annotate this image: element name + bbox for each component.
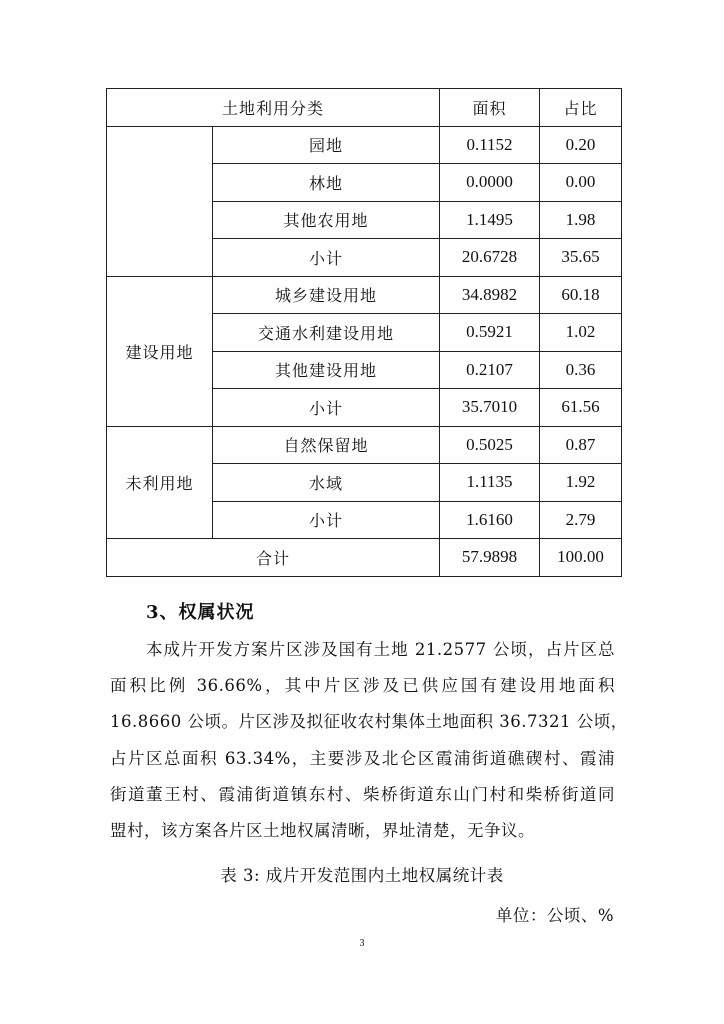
row-ratio: 0.20 xyxy=(540,126,622,164)
row-ratio: 35.65 xyxy=(540,239,622,277)
group-cell-construction: 建设用地 xyxy=(107,276,213,426)
table-header-row xyxy=(107,89,622,127)
table-row xyxy=(107,126,622,164)
ownership-paragraph xyxy=(110,632,628,849)
group-cell-agri xyxy=(107,126,213,276)
paragraph-line: 面积比例 36.66%，其中片区涉及已供应国有建设用地面积 xyxy=(110,676,615,696)
table-row xyxy=(107,426,622,464)
group-cell-unused: 未利用地 xyxy=(107,426,213,539)
paragraph-line: 本成片开发方案片区涉及国有土地 21.2577 公顷，占片区总 xyxy=(146,640,615,659)
header-ratio: 占比 xyxy=(540,89,622,127)
section-heading: 3、权属状况 xyxy=(146,602,255,623)
unit-label: 单位：公顷、% xyxy=(495,906,614,925)
row-ratio: 61.56 xyxy=(540,389,622,427)
total-ratio: 100.00 xyxy=(540,539,622,577)
row-ratio: 1.98 xyxy=(540,201,622,239)
page-number: 3 xyxy=(359,938,365,949)
row-name: 其他农用地 xyxy=(213,201,440,239)
row-area: 1.1135 xyxy=(440,464,540,502)
row-area: 35.7010 xyxy=(440,389,540,427)
row-area: 0.5025 xyxy=(440,426,540,464)
row-area: 0.0000 xyxy=(440,164,540,202)
row-ratio: 60.18 xyxy=(540,276,622,314)
paragraph-line: 盟村，该方案各片区土地权属清晰，界址清楚，无争议。 xyxy=(110,821,535,841)
row-ratio: 1.92 xyxy=(540,464,622,502)
row-name: 交通水利建设用地 xyxy=(213,314,440,352)
row-area: 0.1152 xyxy=(440,126,540,164)
row-ratio: 1.02 xyxy=(540,314,622,352)
paragraph-line: 街道董王村、霞浦街道镇东村、柴桥街道东山门村和柴桥街道同 xyxy=(110,784,615,804)
row-area: 1.1495 xyxy=(440,201,540,239)
row-name: 自然保留地 xyxy=(213,426,440,464)
header-category: 土地利用分类 xyxy=(107,89,440,127)
row-name: 城乡建设用地 xyxy=(213,276,440,314)
paragraph-line: 16.8660 公顷。片区涉及拟征收农村集体土地面积 36.7321 公顷， xyxy=(110,712,628,732)
row-ratio: 0.87 xyxy=(540,426,622,464)
row-ratio: 0.00 xyxy=(540,164,622,202)
row-name: 小计 xyxy=(213,501,440,539)
row-area: 1.6160 xyxy=(440,501,540,539)
row-ratio: 2.79 xyxy=(540,501,622,539)
row-name: 其他建设用地 xyxy=(213,351,440,389)
row-name: 水域 xyxy=(213,464,440,502)
row-name: 林地 xyxy=(213,164,440,202)
land-use-table xyxy=(106,88,622,577)
row-area: 0.5921 xyxy=(440,314,540,352)
row-area: 34.8982 xyxy=(440,276,540,314)
table-total-row xyxy=(107,539,622,577)
total-area: 57.9898 xyxy=(440,539,540,577)
table-row xyxy=(107,276,622,314)
row-name: 小计 xyxy=(213,239,440,277)
paragraph-line: 占片区总面积 63.34%，主要涉及北仑区霞浦街道礁碶村、霞浦 xyxy=(110,748,615,768)
total-label: 合计 xyxy=(107,539,440,577)
row-name: 园地 xyxy=(213,126,440,164)
row-area: 20.6728 xyxy=(440,239,540,277)
row-area: 0.2107 xyxy=(440,351,540,389)
row-ratio: 0.36 xyxy=(540,351,622,389)
header-area: 面积 xyxy=(440,89,540,127)
row-name: 小计 xyxy=(213,389,440,427)
table-caption: 表 3: 成片开发范围内土地权属统计表 xyxy=(220,866,504,885)
